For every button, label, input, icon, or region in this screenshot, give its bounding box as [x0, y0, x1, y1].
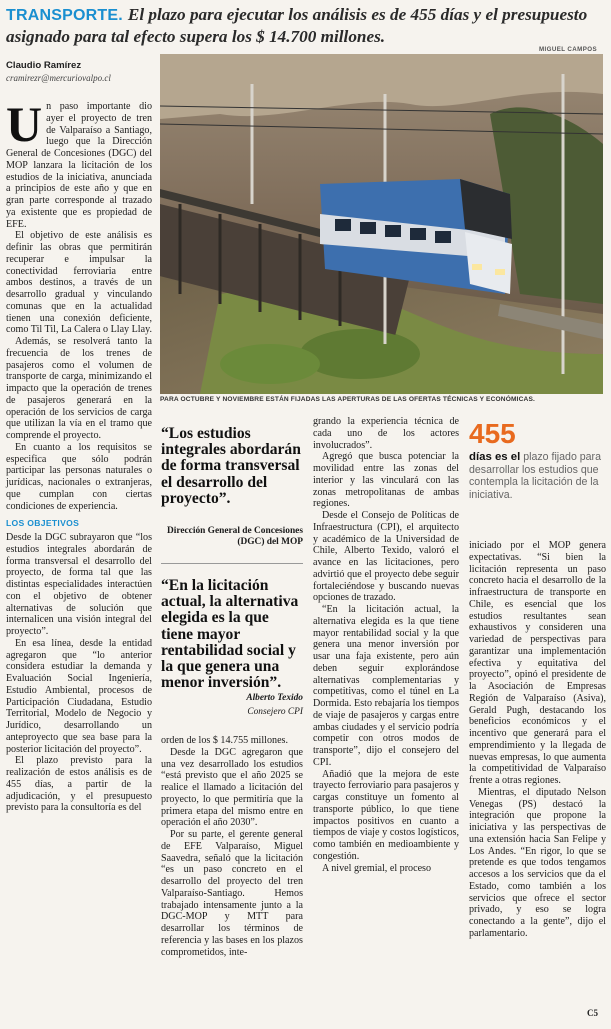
paragraph: “En la licitación actual, la alternativa elegida es la que tiene mayor rentabilidad social y la que genera una menor inversión por usar una faja existente, pero aún deben seguir explorándose alternativas complementarias y competitivas, como el túnel en La Dormida. Esto rebajaría los tiempos de viaje de pasajeros y cargas entre ambas ciudades y el servicio podría competir con otros modos de transporte”, dijo el consejero del CPI. [313, 604, 459, 768]
paragraph: En esa línea, desde la entidad agregaron que “lo anterior considera estudiar la demanda y Evaluación Social Ingeniería, Estudio Ambiental, procesos de Participación Ciudadana, Estudio Territorial, Modelo de Negocio y Jurídico, desarrollando un anteproyecto que sea base para la posterior licitación del proyecto”. [6, 637, 152, 755]
paragraph: Mientras, el diputado Nelson Venegas (PS) destacó la integración que propone la iniciativa y las perspectivas de una extensión hacia San Felipe y Los Andes. “En rigor, lo que se pretende es que todos tengamos accesos a los servicios que da el Estado, como también a los servicios que ofrece el sector privado, y eso se logra conectando a la gente”, dijo el parlamentario. [469, 786, 606, 939]
article-column-2 [161, 735, 303, 958]
section-subhead: LOS OBJETIVOS [6, 518, 80, 529]
byline-author: Claudio Ramírez [6, 60, 82, 71]
highlight-rest: plazo fijado para desarrollar los estudios que contempla la licitación de la iniciativa. [469, 451, 601, 501]
article-column-3 [313, 416, 459, 874]
pull-quote-2-role: Consejero CPI [247, 707, 303, 717]
highlight-bold: días es el [469, 451, 521, 463]
paragraph: Desde la DGC agregaron que una vez desarrollado los estudios “está previsto que el año 2025 se realice el llamado a licitación del proyecto, lo que permitiría que la primera etapa del mismo entre en operación el año 2030”. [161, 746, 303, 829]
paragraph: Por su parte, el gerente general de EFE Valparaíso, Miguel Saavedra, señaló que la licitación “es un paso concreto en el desarrollo del proyecto del tren Valparaíso-Santiago. Hemos trabajado intensamente junto a la DGC-MOP y MTT para desarrollar los términos de referencia y las bases en los plazos comprometidos, inte- [161, 829, 303, 958]
paragraph: Añadió que la mejora de este trayecto ferroviario para pasajeros y cargas constituye un fomento al transporte público, lo que tiene impactos positivos en cuanto a tiempos de viaje y costos logísticos, como también en medioambiente y congestión. [313, 768, 459, 862]
paragraph: A nivel gremial, el proceso [322, 862, 432, 874]
paragraph: iniciado por el MOP genera expectativas. “Si bien la licitación representa un paso concreto hacia el desarrollo de la infraestructura de transporte en Chile, es esencial que los estudios resultantes sean exhaustivos y consideren una variedad de perspectivas para garantizar una implementación efectiva y equitativa del proyecto”, opinó el presidente de la Asociación de Empresas Región de Valparaíso (Asiva), Gerald Pugh, destacando los beneficios económicos y el incentivo que generará para el emprendimiento y la llegada de nuevas empresas, lo que aumenta la competitividad de Valparaíso frente a otras regiones. [469, 540, 606, 786]
paragraph: El objetivo de este análisis es definir las obras que permitirán recuperar e impulsar la conectividad ferroviaria entre ambos destinos, a través de un desarrollo gradual y vinculando comunas que en la actualidad tienen una conexión deficiente, como Til Til, La Calera o Llay Llay. [6, 230, 152, 336]
article-column-4 [469, 540, 606, 940]
article-column-1 [6, 96, 152, 814]
highlight-text [469, 451, 606, 501]
pull-quote-2: “En la licitación actual, la alternativa elegida es la que tiene mayor rentabilidad social y la que genera una menor inversión”. [161, 577, 299, 692]
highlight-number: 455 [469, 418, 516, 449]
paragraph: n paso importante dio ayer el proyecto de tren de Valparaíso a Santiago, luego que la Dirección General de Concesiones (DGC) del MOP lanzara la licitación de los estudios de la iniciativa, anunciada a principios de este año y que en gran parte corresponde al trazado ya existente que es propiedad de EFE. [6, 101, 152, 230]
pull-quote-1: “Los estudios integrales abordarán de forma transversal el desarrollo del proyecto”. [161, 425, 301, 507]
paragraph: orden de los $ 14.755 millones. [161, 735, 288, 746]
paragraph: En cuanto a los requisitos se especifica que sólo podrán participar las personas naturales o jurídicas, nacionales o extranjeras, que cumplan con ciertas condiciones de experiencia. [6, 441, 152, 512]
divider [161, 563, 303, 564]
paragraph: Desde la DGC subrayaron que “los estudios integrales abordarán de forma transversal el desarrollo del proyecto, de forma tal que las distintas especialidades interactúen con el objetivo de obtener alternativas de solución que internalicen una visión integral del proyecto”. [6, 532, 152, 637]
paragraph: Desde el Consejo de Políticas de Infraestructura (CPI), el arquitecto y académico de la Universidad de Chile, Alberto Texido, valoró el avance en las licitaciones, pero advirtió que el proyecto debe seguir fortaleciéndose y buscando nuevas opciones de trazado. [313, 510, 459, 604]
section-kicker: TRANSPORTE. [6, 7, 123, 24]
photo-credit: MIGUEL CAMPOS [538, 46, 597, 53]
paragraph: grando la experiencia técnica de cada uno de los actores involucrados”. [313, 416, 459, 451]
headline [6, 4, 606, 47]
train-photo-illustration [160, 54, 603, 394]
paragraph: Además, se resolverá tanto la frecuencia de los trenes de pasajeros como el volumen de transporte de carga, minimizando el impacto que la operación de trenes de pasajeros generará en la operación de los servicios de carga que utilizan la vía en el tramo que comprende el proyecto. [6, 336, 152, 441]
byline-email[interactable]: cramirezr@mercuriovalpo.cl [6, 73, 111, 83]
train-photo [160, 54, 603, 394]
pull-quote-2-name: Alberto Texido [246, 693, 303, 703]
paragraph: Agregó que busca potenciar la movilidad entre las zonas del interior y las vinculará con las zonas metropolitanas de ambas regiones. [313, 451, 459, 510]
photo-caption: PARA OCTUBRE Y NOVIEMBRE ESTÁN FIJADAS LAS APERTURAS DE LAS OFERTAS TÉCNICAS Y ECONÓMICAS. [160, 396, 535, 403]
paragraph: El plazo previsto para la realización de estos análisis es de 455 días, a partir de la adjudicación, y el presupuesto previsto para la consultoría es del [6, 755, 152, 814]
headline-text: El plazo para ejecutar los análisis es de 455 días y el presupuesto asignado para tal efecto supera los $ 14.700 millones. [6, 5, 588, 46]
dropcap: U [6, 96, 43, 152]
pull-quote-1-source: Dirección General de Concesiones (DGC) del MOP [166, 526, 303, 547]
page-marker: C5 [587, 1008, 598, 1018]
